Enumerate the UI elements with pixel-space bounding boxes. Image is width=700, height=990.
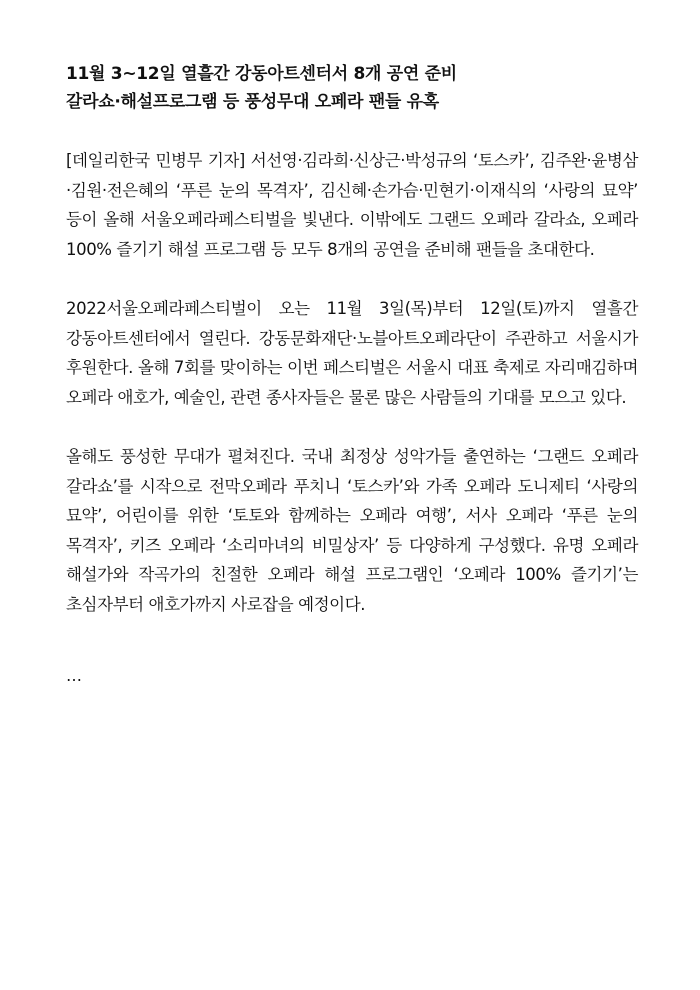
headline-line-2: 갈라쇼·해설프로그램 등 풍성무대 오페라 팬들 유혹 xyxy=(66,92,439,112)
continuation-ellipsis: … xyxy=(66,666,82,685)
paragraph-program: 올해도 풍성한 무대가 펼쳐진다. 국내 최정상 성악가들 출연하는 ‘그랜드 오페라 갈라쇼’를 시작으로 전막오페라 푸치니 ‘토스카’와 가족 오페라 도니제티 ‘사랑의 묘약’, 어린이를 위한 ‘토토와 함께하는 오페라 여행’, 서사 오페라 ‘푸른 눈의 목격자’, 키즈 오페라 ‘소리마녀의 비밀상자’ 등 다양하게 구성했다. 유명 오페라 해설가와 작곡가의 친절한 오페라 해설 프로그램인 ‘오페라 100% 즐기기’는 초심자부터 애호가까지 사로잡을 예정이다. xyxy=(66,447,638,614)
article xyxy=(66,60,638,690)
article-headline xyxy=(66,60,638,116)
headline-line-1: 11월 3~12일 열흘간 강동아트센터서 8개 공연 준비 xyxy=(66,64,457,84)
paragraph-festival-info: 2022서울오페라페스티벌이 오는 11월 3일(목)부터 12일(토)까지 열흘간 강동아트센터에서 열린다. 강동문화재단·노블아트오페라단이 주관하고 서울시가 후원한다. 올해 7회를 맞이하는 이번 페스티벌은 서울시 대표 축제로 자리매김하며 오페라 애호가, 예술인, 관련 종사자들은 물론 많은 사람들의 기대를 모으고 있다. xyxy=(66,299,638,407)
paragraph-lead: [데일리한국 민병무 기자] 서선영·김라희·신상근·박성규의 ‘토스카’, 김주완·윤병삼·김원·전은혜의 ‘푸른 눈의 목격자’, 김신혜·손가슴·민현기·이재식의 ‘사랑의 묘약’ 등이 올해 서울오페라페스티벌을 빛낸다. 이밖에도 그랜드 오페라 갈라쇼, 오페라 100% 즐기기 해설 프로그램 등 모두 8개의 공연을 준비해 팬들을 초대한다. xyxy=(66,151,638,259)
